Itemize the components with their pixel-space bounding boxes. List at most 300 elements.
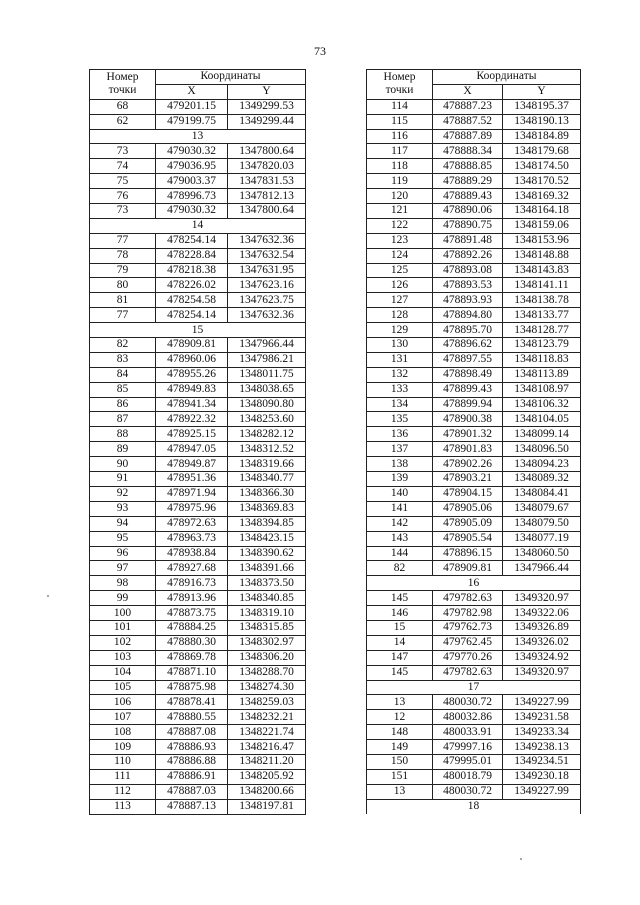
point-number-cell: 97 — [90, 561, 156, 576]
point-number-cell: 62 — [90, 114, 156, 129]
x-cell: 478896.15 — [433, 546, 503, 561]
point-number-cell: 93 — [90, 501, 156, 516]
point-number-cell: 101 — [90, 620, 156, 635]
x-cell: 478900.38 — [433, 412, 503, 427]
header-point-number-line2: точки — [385, 84, 414, 97]
table-row — [367, 293, 581, 308]
group-number: 16 — [367, 576, 581, 591]
y-cell: 1348090.80 — [228, 397, 306, 412]
x-cell: 480033.91 — [433, 725, 503, 740]
y-cell: 1349322.06 — [503, 606, 581, 621]
point-number-cell: 138 — [367, 457, 433, 472]
x-cell: 478893.53 — [433, 278, 503, 293]
x-cell: 478905.54 — [433, 531, 503, 546]
x-cell: 478903.21 — [433, 472, 503, 487]
y-cell: 1348089.32 — [503, 472, 581, 487]
table-row — [90, 561, 306, 576]
x-cell: 478913.96 — [156, 591, 228, 606]
point-number-cell: 141 — [367, 501, 433, 516]
x-cell: 478898.49 — [433, 367, 503, 382]
point-number-cell: 84 — [90, 367, 156, 382]
table-row — [90, 397, 306, 412]
point-number-cell: 136 — [367, 427, 433, 442]
table-row — [90, 99, 306, 114]
y-cell: 1348259.03 — [228, 695, 306, 710]
x-cell: 479199.75 — [156, 114, 228, 129]
page-number: 73 — [314, 44, 326, 58]
y-cell: 1348197.81 — [228, 799, 306, 814]
x-cell: 478218.38 — [156, 263, 228, 278]
x-cell: 479782.98 — [433, 606, 503, 621]
y-cell: 1348153.96 — [503, 233, 581, 248]
table-row — [367, 397, 581, 412]
y-cell: 1347623.16 — [228, 278, 306, 293]
scan-speck — [47, 595, 49, 597]
x-cell: 478887.89 — [433, 129, 503, 144]
x-cell: 478975.96 — [156, 501, 228, 516]
point-number-cell: 137 — [367, 442, 433, 457]
table-row — [90, 382, 306, 397]
x-cell: 479770.26 — [433, 650, 503, 665]
y-cell: 1348190.13 — [503, 114, 581, 129]
header-x: X — [433, 84, 503, 99]
point-number-cell: 120 — [367, 189, 433, 204]
y-cell: 1349320.97 — [503, 665, 581, 680]
point-number-cell: 113 — [90, 799, 156, 814]
y-cell: 1348128.77 — [503, 323, 581, 338]
table-row — [90, 278, 306, 293]
y-cell: 1348077.19 — [503, 531, 581, 546]
group-row — [90, 129, 306, 144]
point-number-cell: 76 — [90, 189, 156, 204]
point-number-cell: 149 — [367, 740, 433, 755]
point-number-cell: 110 — [90, 754, 156, 769]
y-cell: 1347632.36 — [228, 233, 306, 248]
table-row — [367, 472, 581, 487]
table-row — [367, 486, 581, 501]
point-number-cell: 104 — [90, 665, 156, 680]
table-row — [367, 740, 581, 755]
table-row — [90, 442, 306, 457]
point-number-cell: 88 — [90, 427, 156, 442]
x-cell: 478902.26 — [433, 457, 503, 472]
y-cell: 1347986.21 — [228, 352, 306, 367]
table-row — [367, 233, 581, 248]
x-cell: 478927.68 — [156, 561, 228, 576]
point-number-cell: 75 — [90, 174, 156, 189]
point-number-cell: 116 — [367, 129, 433, 144]
x-cell: 478897.55 — [433, 352, 503, 367]
point-number-cell: 150 — [367, 754, 433, 769]
point-number-cell: 103 — [90, 650, 156, 665]
point-number-cell: 128 — [367, 308, 433, 323]
point-number-cell: 74 — [90, 159, 156, 174]
table-row — [90, 740, 306, 755]
header-point-number-line2: точки — [108, 84, 137, 97]
x-cell: 478949.83 — [156, 382, 228, 397]
x-cell: 478888.85 — [433, 159, 503, 174]
table-row — [367, 769, 581, 784]
y-cell: 1348340.77 — [228, 472, 306, 487]
y-cell: 1348170.52 — [503, 174, 581, 189]
table-row — [90, 784, 306, 799]
x-cell: 478909.81 — [156, 338, 228, 353]
x-cell: 478887.13 — [156, 799, 228, 814]
y-cell: 1348200.66 — [228, 784, 306, 799]
x-cell: 478893.93 — [433, 293, 503, 308]
point-number-cell: 99 — [90, 591, 156, 606]
y-cell: 1349231.58 — [503, 710, 581, 725]
table-row — [367, 516, 581, 531]
table-row — [90, 620, 306, 635]
point-number-cell: 94 — [90, 516, 156, 531]
y-cell: 1348096.50 — [503, 442, 581, 457]
y-cell: 1347632.36 — [228, 308, 306, 323]
coordinates-table-right — [366, 69, 581, 814]
x-cell: 478878.41 — [156, 695, 228, 710]
table-row — [367, 204, 581, 219]
point-number-cell: 91 — [90, 472, 156, 487]
y-cell: 1348184.89 — [503, 129, 581, 144]
x-cell: 478888.34 — [433, 144, 503, 159]
y-cell: 1348302.97 — [228, 635, 306, 650]
x-cell: 480030.72 — [433, 695, 503, 710]
point-number-cell: 109 — [90, 740, 156, 755]
table-row — [90, 754, 306, 769]
point-number-cell: 115 — [367, 114, 433, 129]
point-number-cell: 132 — [367, 367, 433, 382]
table-row — [90, 665, 306, 680]
coordinates-table-left — [89, 69, 306, 815]
table-row — [90, 367, 306, 382]
table-row — [90, 516, 306, 531]
point-number-cell: 15 — [367, 620, 433, 635]
table-row — [367, 427, 581, 442]
x-cell: 480030.72 — [433, 784, 503, 799]
x-cell: 479762.73 — [433, 620, 503, 635]
point-number-cell: 13 — [367, 695, 433, 710]
x-cell: 478901.32 — [433, 427, 503, 442]
y-cell: 1348169.32 — [503, 189, 581, 204]
group-number: 14 — [90, 218, 306, 233]
y-cell: 1347820.03 — [228, 159, 306, 174]
y-cell: 1347966.44 — [228, 338, 306, 353]
point-number-cell: 148 — [367, 725, 433, 740]
y-cell: 1348211.20 — [228, 754, 306, 769]
point-number-cell: 144 — [367, 546, 433, 561]
table-row — [367, 99, 581, 114]
x-cell: 478899.94 — [433, 397, 503, 412]
table-row — [367, 159, 581, 174]
point-number-cell: 121 — [367, 204, 433, 219]
x-cell: 478896.62 — [433, 338, 503, 353]
table-row — [367, 189, 581, 204]
point-number-cell: 134 — [367, 397, 433, 412]
table-row — [367, 308, 581, 323]
table-row — [90, 144, 306, 159]
x-cell: 478869.78 — [156, 650, 228, 665]
table-row — [367, 352, 581, 367]
y-cell: 1348094.23 — [503, 457, 581, 472]
table-row — [90, 680, 306, 695]
x-cell: 479997.16 — [433, 740, 503, 755]
x-cell: 478893.08 — [433, 263, 503, 278]
table-row — [367, 635, 581, 650]
table-row — [367, 338, 581, 353]
y-cell: 1349299.44 — [228, 114, 306, 129]
table-row — [90, 799, 306, 814]
table-row — [90, 114, 306, 129]
group-number: 15 — [90, 323, 306, 338]
y-cell: 1347966.44 — [503, 561, 581, 576]
table-row — [90, 531, 306, 546]
table-row — [90, 174, 306, 189]
point-number-cell: 145 — [367, 665, 433, 680]
y-cell: 1348143.83 — [503, 263, 581, 278]
x-cell: 478895.70 — [433, 323, 503, 338]
y-cell: 1348391.66 — [228, 561, 306, 576]
y-cell: 1348174.50 — [503, 159, 581, 174]
table-row — [90, 159, 306, 174]
table-row — [90, 546, 306, 561]
y-cell: 1347812.13 — [228, 189, 306, 204]
y-cell: 1348108.97 — [503, 382, 581, 397]
y-cell: 1348079.67 — [503, 501, 581, 516]
point-number-cell: 147 — [367, 650, 433, 665]
table-row — [367, 501, 581, 516]
x-cell: 478887.08 — [156, 725, 228, 740]
point-number-cell: 13 — [367, 784, 433, 799]
x-cell: 478887.23 — [433, 99, 503, 114]
x-cell: 478886.88 — [156, 754, 228, 769]
x-cell: 478960.06 — [156, 352, 228, 367]
table-row — [367, 561, 581, 576]
y-cell: 1348011.75 — [228, 367, 306, 382]
point-number-cell: 95 — [90, 531, 156, 546]
header-y: Y — [228, 84, 306, 99]
y-cell: 1348340.85 — [228, 591, 306, 606]
y-cell: 1348288.70 — [228, 665, 306, 680]
x-cell: 478889.43 — [433, 189, 503, 204]
y-cell: 1348060.50 — [503, 546, 581, 561]
table-row — [90, 338, 306, 353]
y-cell: 1348084.41 — [503, 486, 581, 501]
point-number-cell: 131 — [367, 352, 433, 367]
y-cell: 1348148.88 — [503, 248, 581, 263]
y-cell: 1347623.75 — [228, 293, 306, 308]
point-number-cell: 130 — [367, 338, 433, 353]
scan-speck — [520, 858, 522, 860]
x-cell: 478886.91 — [156, 769, 228, 784]
point-number-cell: 139 — [367, 472, 433, 487]
point-number-cell: 118 — [367, 159, 433, 174]
x-cell: 479782.63 — [433, 591, 503, 606]
y-cell: 1348312.52 — [228, 442, 306, 457]
point-number-cell: 151 — [367, 769, 433, 784]
point-number-cell: 114 — [367, 99, 433, 114]
y-cell: 1348369.83 — [228, 501, 306, 516]
point-number-cell: 92 — [90, 486, 156, 501]
x-cell: 478871.10 — [156, 665, 228, 680]
group-row — [367, 799, 581, 813]
table-row — [90, 769, 306, 784]
x-cell: 480032.86 — [433, 710, 503, 725]
header-y: Y — [503, 84, 581, 99]
point-number-cell: 124 — [367, 248, 433, 263]
table-row — [90, 189, 306, 204]
table-row — [367, 323, 581, 338]
x-cell: 478904.15 — [433, 486, 503, 501]
table-row — [367, 367, 581, 382]
table-row — [367, 412, 581, 427]
x-cell: 478951.36 — [156, 472, 228, 487]
point-number-cell: 129 — [367, 323, 433, 338]
x-cell: 478880.30 — [156, 635, 228, 650]
x-cell: 478947.05 — [156, 442, 228, 457]
x-cell: 478884.25 — [156, 620, 228, 635]
y-cell: 1348216.47 — [228, 740, 306, 755]
header-point-number — [367, 70, 433, 100]
header-coordinates: Координаты — [156, 70, 306, 85]
y-cell: 1349320.97 — [503, 591, 581, 606]
point-number-cell: 100 — [90, 606, 156, 621]
table-row — [367, 263, 581, 278]
y-cell: 1348164.18 — [503, 204, 581, 219]
group-row — [367, 576, 581, 591]
x-cell: 478905.06 — [433, 501, 503, 516]
point-number-cell: 98 — [90, 576, 156, 591]
point-number-cell: 145 — [367, 591, 433, 606]
x-cell: 478894.80 — [433, 308, 503, 323]
table-row — [367, 606, 581, 621]
table-row — [367, 620, 581, 635]
table-row — [367, 591, 581, 606]
table-row — [90, 650, 306, 665]
table-row — [90, 635, 306, 650]
point-number-cell: 85 — [90, 382, 156, 397]
point-number-cell: 73 — [90, 204, 156, 219]
y-cell: 1348159.06 — [503, 218, 581, 233]
point-number-cell: 105 — [90, 680, 156, 695]
table-row — [90, 472, 306, 487]
y-cell: 1348133.77 — [503, 308, 581, 323]
point-number-cell: 87 — [90, 412, 156, 427]
y-cell: 1348099.14 — [503, 427, 581, 442]
table-row — [367, 725, 581, 740]
table-row — [367, 531, 581, 546]
table-row — [90, 293, 306, 308]
point-number-cell: 106 — [90, 695, 156, 710]
y-cell: 1348195.37 — [503, 99, 581, 114]
x-cell: 478889.29 — [433, 174, 503, 189]
header-point-number — [90, 70, 156, 100]
point-number-cell: 81 — [90, 293, 156, 308]
header-point-number-line1: Номер — [383, 71, 416, 84]
table-row — [90, 695, 306, 710]
header-coordinates: Координаты — [433, 70, 581, 85]
header-point-number-line1: Номер — [106, 71, 139, 84]
table-row — [90, 352, 306, 367]
x-cell: 478916.73 — [156, 576, 228, 591]
table-row — [367, 784, 581, 799]
header-x: X — [156, 84, 228, 99]
x-cell: 478875.98 — [156, 680, 228, 695]
x-cell: 478890.75 — [433, 218, 503, 233]
y-cell: 1348232.21 — [228, 710, 306, 725]
x-cell: 478254.14 — [156, 233, 228, 248]
group-row — [90, 218, 306, 233]
table-row — [90, 606, 306, 621]
table-row — [367, 665, 581, 680]
y-cell: 1349238.13 — [503, 740, 581, 755]
x-cell: 478891.48 — [433, 233, 503, 248]
y-cell: 1348179.68 — [503, 144, 581, 159]
x-cell: 478887.52 — [433, 114, 503, 129]
x-cell: 478909.81 — [433, 561, 503, 576]
x-cell: 478226.02 — [156, 278, 228, 293]
x-cell: 478228.84 — [156, 248, 228, 263]
x-cell: 478254.14 — [156, 308, 228, 323]
table-row — [90, 263, 306, 278]
point-number-cell: 140 — [367, 486, 433, 501]
y-cell: 1348138.78 — [503, 293, 581, 308]
x-cell: 478941.34 — [156, 397, 228, 412]
y-cell: 1348394.85 — [228, 516, 306, 531]
y-cell: 1348319.10 — [228, 606, 306, 621]
y-cell: 1348038.65 — [228, 382, 306, 397]
point-number-cell: 78 — [90, 248, 156, 263]
y-cell: 1347800.64 — [228, 144, 306, 159]
table-row — [90, 486, 306, 501]
y-cell: 1349230.18 — [503, 769, 581, 784]
x-cell: 480018.79 — [433, 769, 503, 784]
table-row — [90, 248, 306, 263]
group-number: 13 — [90, 129, 306, 144]
x-cell: 478938.84 — [156, 546, 228, 561]
y-cell: 1348390.62 — [228, 546, 306, 561]
table-body-left — [90, 99, 306, 814]
x-cell: 478892.26 — [433, 248, 503, 263]
y-cell: 1348366.30 — [228, 486, 306, 501]
table-row — [367, 129, 581, 144]
point-number-cell: 146 — [367, 606, 433, 621]
x-cell: 478925.15 — [156, 427, 228, 442]
x-cell: 478886.93 — [156, 740, 228, 755]
table-row — [367, 442, 581, 457]
x-cell: 479003.37 — [156, 174, 228, 189]
point-number-cell: 79 — [90, 263, 156, 278]
x-cell: 479782.63 — [433, 665, 503, 680]
y-cell: 1349227.99 — [503, 695, 581, 710]
group-row — [367, 680, 581, 695]
table-row — [367, 144, 581, 159]
y-cell: 1349227.99 — [503, 784, 581, 799]
point-number-cell: 119 — [367, 174, 433, 189]
y-cell: 1348253.60 — [228, 412, 306, 427]
y-cell: 1348141.11 — [503, 278, 581, 293]
x-cell: 478880.55 — [156, 710, 228, 725]
x-cell: 479030.32 — [156, 204, 228, 219]
point-number-cell: 108 — [90, 725, 156, 740]
y-cell: 1348282.12 — [228, 427, 306, 442]
point-number-cell: 143 — [367, 531, 433, 546]
table-body-right — [367, 99, 581, 813]
point-number-cell: 83 — [90, 352, 156, 367]
point-number-cell: 125 — [367, 263, 433, 278]
table-row — [367, 695, 581, 710]
y-cell: 1347800.64 — [228, 204, 306, 219]
point-number-cell: 107 — [90, 710, 156, 725]
